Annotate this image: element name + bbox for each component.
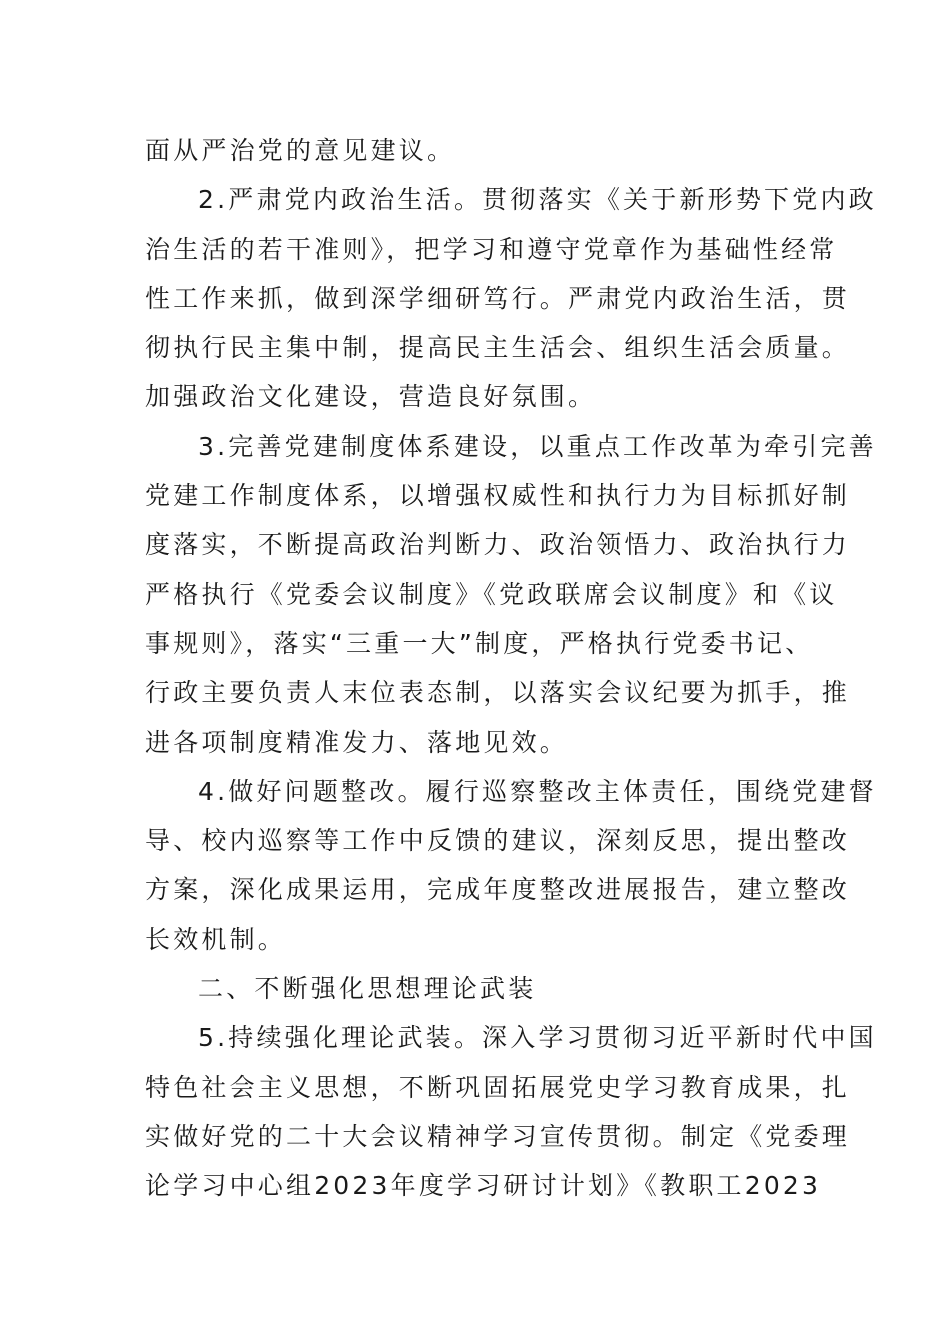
text-line: 事规则》，落实“三重一大”制度，严格执行党委书记、: [145, 628, 814, 658]
paragraph-3-start: 3.完善党建制度体系建设，以重点工作改革为牵引完善: [198, 431, 877, 461]
text-line: 治生活的若干准则》，把学习和遵守党章作为基础性经常: [145, 234, 838, 264]
text-line: 长效机制。: [145, 924, 287, 954]
text-line: 进各项制度精准发力、落地见效。: [145, 727, 569, 757]
text-line: 论学习中心组2023年度学习研讨计划》《教职工2023: [145, 1171, 822, 1201]
text-line: 面从严治党的意见建议。: [145, 136, 456, 165]
section-heading: 二、不断强化思想理论武装: [198, 974, 537, 1004]
text-line: 严格执行《党委会议制度》《党政联席会议制度》和《议: [145, 579, 838, 609]
text-line: 度落实，不断提高政治判断力、政治领悟力、政治执行力: [145, 530, 851, 560]
paragraph-5-start: 5.持续强化理论武装。深入学习贯彻习近平新时代中国: [198, 1023, 877, 1053]
text-line: 方案，深化成果运用，完成年度整改进展报告，建立整改: [145, 875, 851, 905]
text-line: 特色社会主义思想，不断巩固拓展党史学习教育成果，扎: [145, 1072, 851, 1102]
paragraph-4-start: 4.做好问题整改。履行巡察整改主体责任，围绕党建督: [198, 776, 877, 806]
text-line: 实做好党的二十大会议精神学习宣传贯彻。制定《党委理: [145, 1121, 851, 1151]
paragraph-2-start: 2.严肃党内政治生活。贯彻落实《关于新形势下党内政: [198, 185, 877, 215]
text-line: 性工作来抓，做到深学细研笃行。严肃党内政治生活，贯: [145, 283, 851, 313]
text-line: 党建工作制度体系，以增强权威性和执行力为目标抓好制: [145, 481, 851, 511]
text-line: 行政主要负责人末位表态制，以落实会议纪要为抓手，推: [145, 678, 851, 708]
text-line: 彻执行民主集中制，提高民主生活会、组织生活会质量。: [145, 333, 851, 363]
document-body: [145, 126, 877, 1211]
text-line: 加强政治文化建设，营造良好氛围。: [145, 382, 597, 412]
text-line: 导、校内巡察等工作中反馈的建议，深刻反思，提出整改: [145, 826, 851, 856]
